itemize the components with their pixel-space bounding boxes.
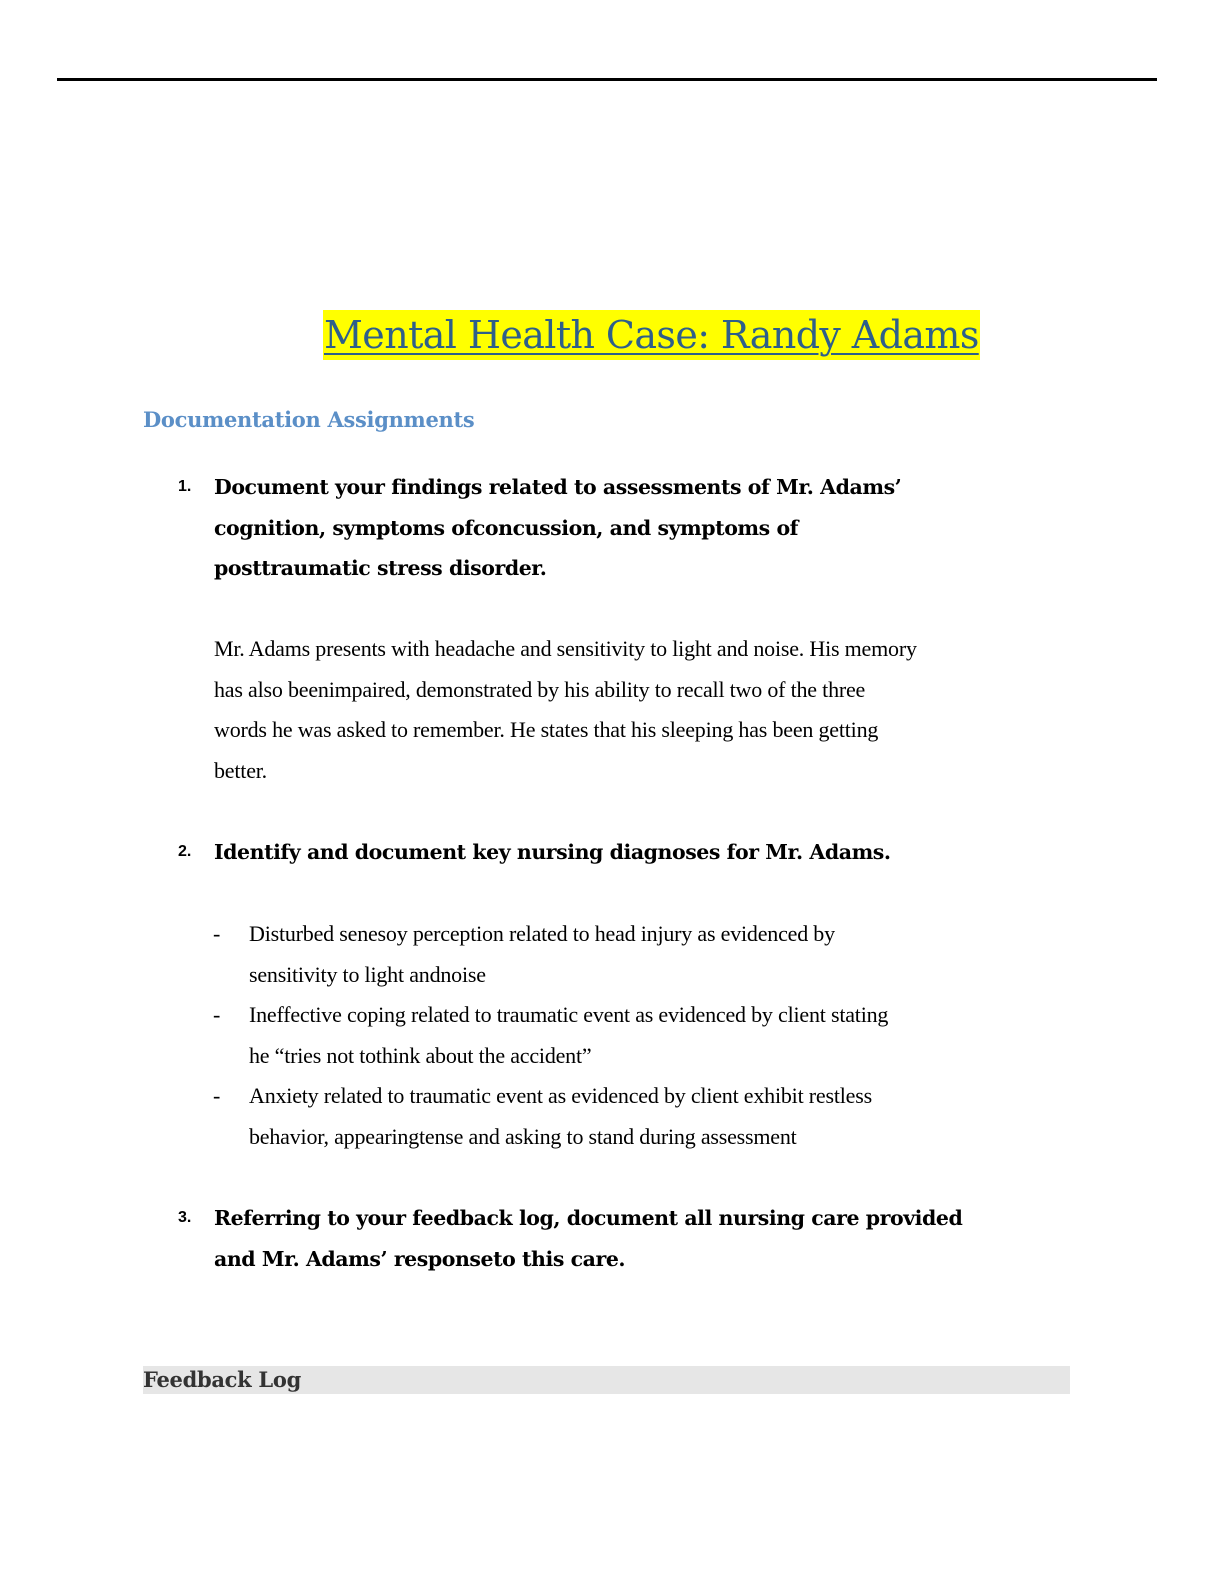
bullet-dash: - — [213, 921, 221, 946]
feedback-log-heading: Feedback Log — [143, 1367, 301, 1392]
section-heading: Documentation Assignments — [143, 407, 475, 432]
bullet-dash: - — [213, 1083, 221, 1108]
diagnosis-item: Anxiety related to traumatic event as evidenced by client exhibit restless behavior, appearingtense and asking to stand during assessment — [249, 1083, 872, 1149]
question-1-number: 1. — [178, 478, 192, 495]
document-title: Mental Health Case: Randy Adams — [323, 310, 980, 360]
question-1-text: Document your findings related to assessments of Mr. Adams’ cognition, symptoms ofconcussion, and symptoms of posttraumatic stress disorder. — [214, 475, 902, 580]
diagnosis-item: Disturbed senesoy perception related to head injury as evidenced by sensitivity to light andnoise — [249, 921, 835, 987]
question-3-text: Referring to your feedback log, document all nursing care provided and Mr. Adams’ responseto this care. — [214, 1206, 963, 1271]
bullet-dash: - — [213, 1002, 221, 1027]
question-2-text: Identify and document key nursing diagnoses for Mr. Adams. — [214, 840, 891, 864]
question-3-number: 3. — [178, 1209, 192, 1226]
question-1-answer: Mr. Adams presents with headache and sensitivity to light and noise. His memory has also beenimpaired, demonstrated by his ability to recall two of the three words he was asked to remember. He states that his sleeping has been getting better. — [214, 636, 917, 783]
diagnosis-item: Ineffective coping related to traumatic event as evidenced by client stating he “tries not tothink about the accident” — [249, 1002, 889, 1068]
question-2-number: 2. — [178, 843, 192, 860]
header-rule — [57, 78, 1157, 81]
